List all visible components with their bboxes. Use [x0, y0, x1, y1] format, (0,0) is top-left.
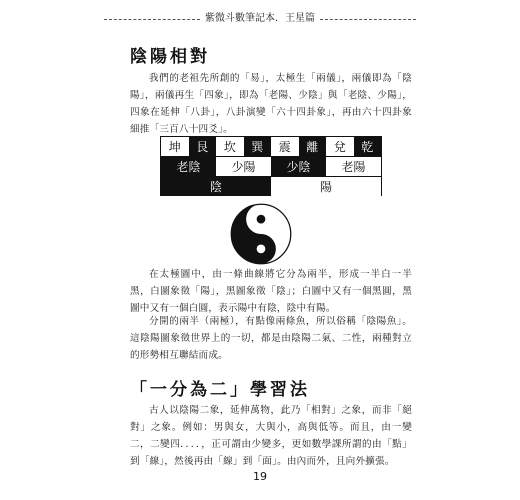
- four-images-cell: 老陰: [161, 157, 216, 176]
- paragraph-yinyang-fish: 分開的兩半（兩極），有點像兩條魚，所以俗稱「陰陽魚」。這陰陽圖象徵世界上的一切，都是由陰陽二氣、二性，兩種對立的形勢相互聯結而成。: [130, 316, 412, 361]
- trigram-cell: 震: [271, 137, 299, 156]
- running-head-rule-left: [104, 19, 200, 20]
- trigram-cell: 坤: [161, 137, 189, 156]
- two-modes-cell: 陰: [161, 177, 271, 196]
- two-modes-cell: 陽: [271, 177, 381, 196]
- page-number: 19: [253, 470, 267, 483]
- running-head-rule-right: [320, 19, 416, 20]
- paragraph-taiji-description: 在太極圖中，由一條曲線將它分為兩半，形成一半白一半黑，白圖象徵「陽」，黑圖象徵「陰」；白圖中又有一個黑圓，黑圖中又有一個白圓，表示陽中有陰，陰中有陽。: [130, 269, 412, 314]
- section-heading-yinyang: 陰陽相對: [130, 47, 210, 67]
- section-heading-split-method: 「一分為二」學習法: [130, 380, 310, 400]
- trigram-cell: 兌: [326, 137, 354, 156]
- two-modes-row: [161, 176, 381, 196]
- four-images-cell: 少陽: [216, 157, 271, 176]
- trigram-cell: 乾: [354, 137, 382, 156]
- running-head-title: 紫微斗數筆記本．王星篇: [205, 13, 315, 24]
- four-images-cell: 少陰: [271, 157, 326, 176]
- trigram-cell: 坎: [216, 137, 244, 156]
- trigram-cell: 艮: [189, 137, 217, 156]
- paragraph-intro: 我們的老祖先所創的「易」，太極生「兩儀」，兩儀即為「陰陽」，兩儀再生「四象」，即為「老陽、少陰」與「老陰、少陽」，四象在延伸「八卦」，八卦演變「六十四卦象」，再由六十四卦象細推「三百八十四爻」。: [130, 73, 412, 135]
- four-images-cell: 老陽: [326, 157, 381, 176]
- trigram-cell: 離: [299, 137, 327, 156]
- running-head: [104, 12, 416, 26]
- trigram-cell: 巽: [244, 137, 272, 156]
- paragraph-relative: 古人以陰陽二象，延伸萬物，此乃「相對」之象，而非「絕對」之象。例如：男與女，大與小，高與低等。而且，由一變二，二變四．．．．，正可謂由少變多，更如數學課所謂的由「點」到「線」，然後再由「線」到「面」。由內而外，且向外擴張。: [130, 405, 412, 467]
- trigram-row: [161, 137, 381, 156]
- taiji-symbol: [230, 203, 292, 265]
- four-images-row: [161, 156, 381, 176]
- bagua-table: [160, 136, 382, 196]
